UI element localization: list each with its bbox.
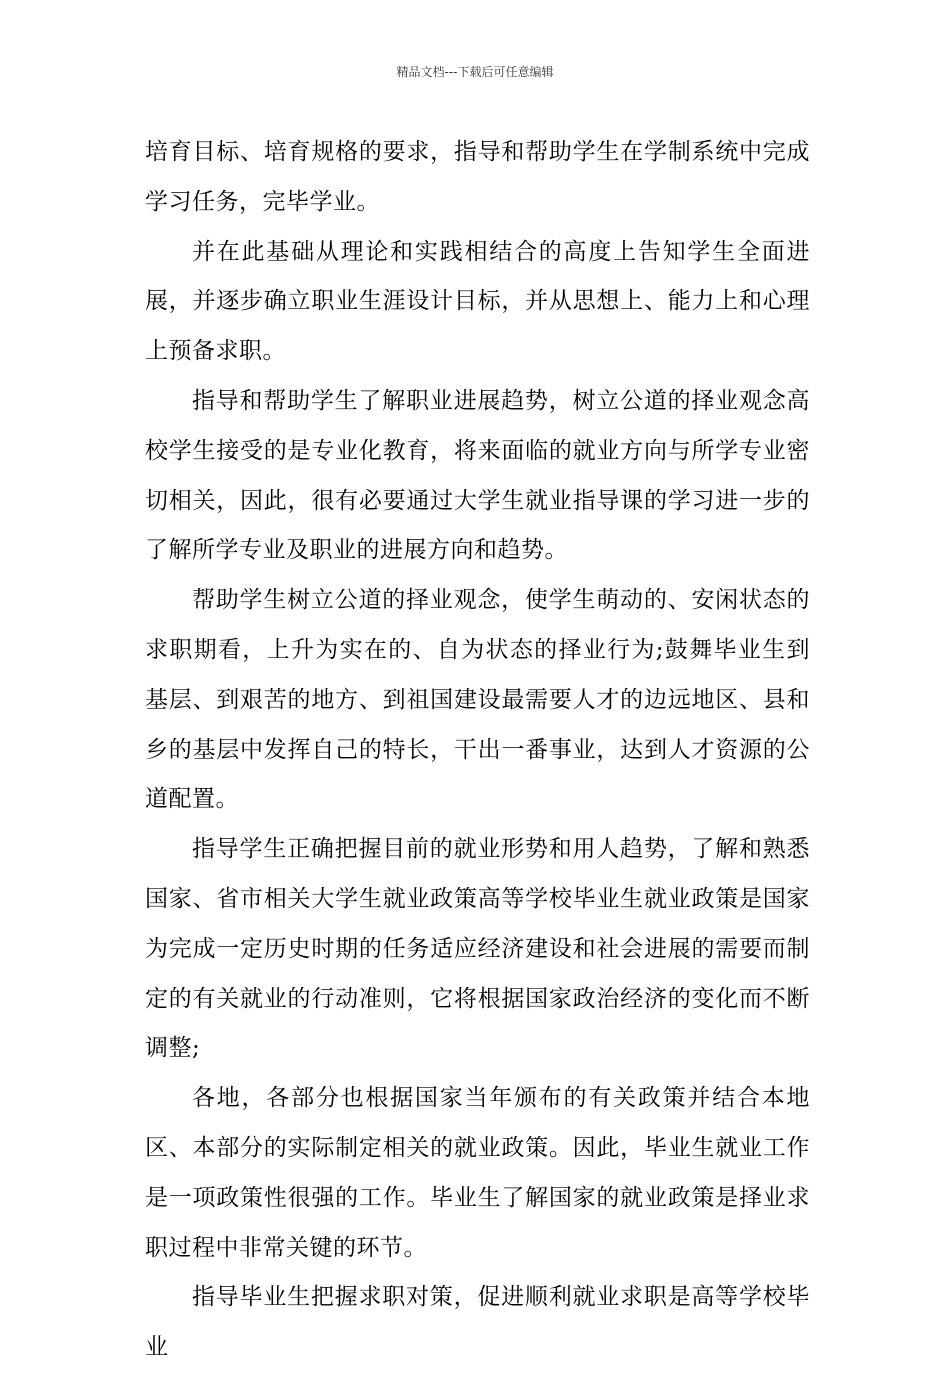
paragraph-6: 各地，各部分也根据国家当年颁布的有关政策并结合本地区、本部分的实际制定相关的就业政策。因此，毕业生就业工作是一项政策性很强的工作。毕业生了解国家的就业政策是择业求职过程中非常关键的环节。 [145,1085,810,1261]
paragraph-1: 培育目标、培育规格的要求，指导和帮助学生在学制系统中完成学习任务，完毕学业。 [145,139,810,215]
paragraph-7: 指导毕业生把握求职对策，促进顺利就业求职是高等学校毕业 [145,1284,810,1361]
paragraph-5: 指导学生正确把握目前的就业形势和用人趋势，了解和熟悉国家、省市相关大学生就业政策高等学校毕业生就业政策是国家为完成一定历史时期的任务适应经济建设和社会进展的需要而制定的有关就业的行动准则，它将根据国家政治经济的变化而不断调整; [145,836,810,1062]
paragraph-3: 指导和帮助学生了解职业进展趋势，树立公道的择业观念高校学生接受的是专业化教育，将来面临的就业方向与所学专业密切相关，因此，很有必要通过大学生就业指导课的学习进一步的了解所学专业及职业的进展方向和趋势。 [145,387,810,564]
running-header: 精品文档---下载后可任意编辑 [396,65,554,79]
body-text [145,128,810,1373]
paragraph-2: 并在此基础从理论和实践相结合的高度上告知学生全面进展，并逐步确立职业生涯设计目标，并从思想上、能力上和心理上预备求职。 [145,238,810,365]
paragraph-4: 帮助学生树立公道的择业观念，使学生萌动的、安闲状态的求职期看，上升为实在的、自为状态的择业行为;鼓舞毕业生到基层、到艰苦的地方、到祖国建设最需要人才的边远地区、县和乡的基层中发挥自己的特长，干出一番事业，达到人才资源的公道配置。 [145,587,810,813]
